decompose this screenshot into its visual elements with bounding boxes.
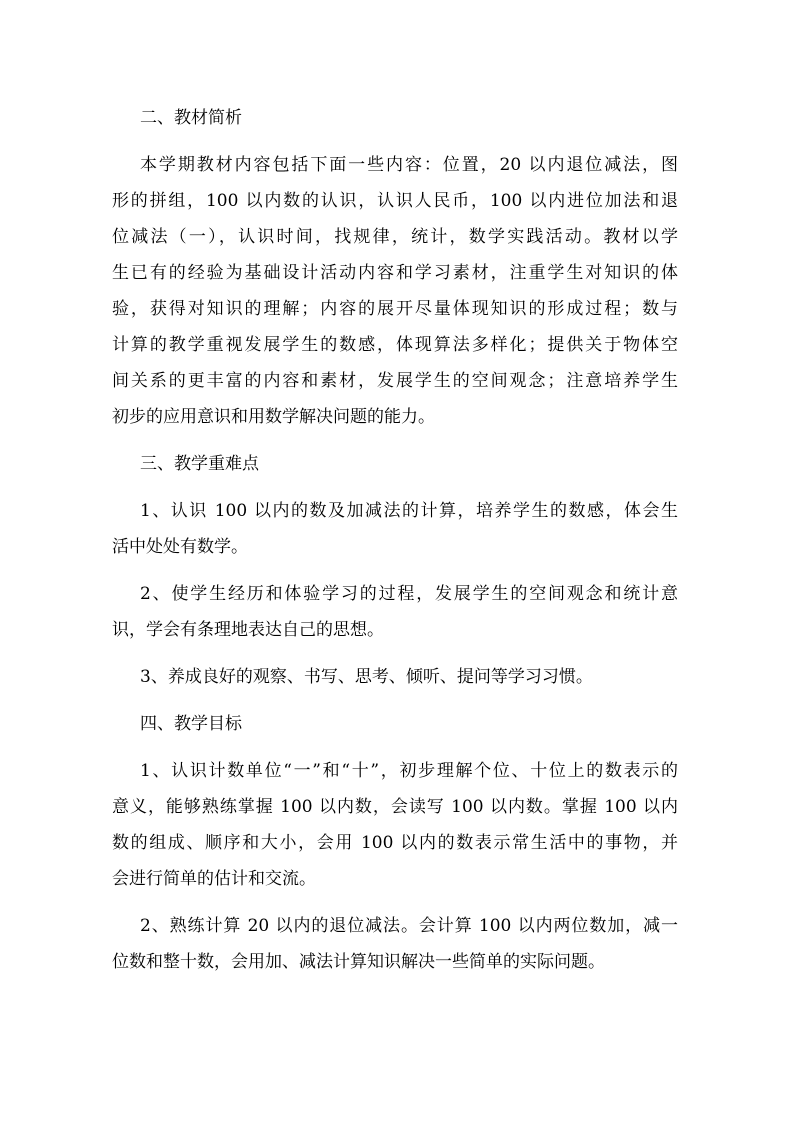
text-line: 形的拼组，100 以内数的认识，认识人民币，100 以内进位加法和退	[112, 191, 678, 211]
section-heading-key-points: 三、教学重难点	[140, 454, 259, 474]
text-line: 数的组成、顺序和大小，会用 100 以内的数表示常生活中的事物，并	[112, 833, 678, 853]
paragraph-objective-2	[112, 908, 678, 980]
text-line: 1、认识 100 以内的数及加减法的计算，培养学生的数感，体会生	[140, 501, 678, 521]
text-line: 位减法（一），认识时间，找规律，统计，数学实践活动。教材以学	[112, 227, 678, 247]
text-line: 1、认识计数单位“一”和“十”，初步理解个位、十位上的数表示的	[140, 761, 678, 781]
text-line: 验，获得对知识的理解；内容的展开尽量体现知识的形成过程；数与	[112, 299, 678, 319]
document-body	[112, 100, 678, 980]
text-line: 2、熟练计算 20 以内的退位减法。会计算 100 以内两位数加，减一	[140, 916, 678, 936]
text-line: 识，学会有条理地表达自己的思想。	[112, 620, 384, 640]
text-line: 初步的应用意识和用数学解决问题的能力。	[112, 407, 435, 427]
text-line: 位数和整十数，会用加、减法计算知识解决一些简单的实际问题。	[112, 952, 605, 972]
text-line: 3、养成良好的观察、书写、思考、倾听、提问等学习习惯。	[140, 667, 593, 687]
paragraph-objective-1	[112, 753, 678, 897]
text-line: 计算的教学重视发展学生的数感，体现算法多样化；提供关于物体空	[112, 335, 678, 355]
text-line: 生已有的经验为基础设计活动内容和学习素材，注重学生对知识的体	[112, 263, 678, 283]
paragraph-materials	[112, 147, 678, 435]
paragraph-key-point-2	[112, 576, 678, 648]
section-heading-materials: 二、教材简析	[140, 108, 242, 128]
text-line: 间关系的更丰富的内容和素材，发展学生的空间观念；注意培养学生	[112, 371, 678, 391]
text-line: 本学期教材内容包括下面一些内容：位置，20 以内退位减法，图	[140, 155, 678, 175]
paragraph-key-point-1	[112, 493, 678, 565]
text-line: 会进行简单的估计和交流。	[112, 869, 316, 889]
section-heading-objectives: 四、教学目标	[140, 714, 242, 734]
text-line: 活中处处有数学。	[112, 537, 248, 557]
text-line: 2、使学生经历和体验学习的过程，发展学生的空间观念和统计意	[140, 584, 678, 604]
paragraph-key-point-3	[112, 659, 678, 695]
text-line: 意义，能够熟练掌握 100 以内数，会读写 100 以内数。掌握 100 以内	[112, 797, 678, 817]
